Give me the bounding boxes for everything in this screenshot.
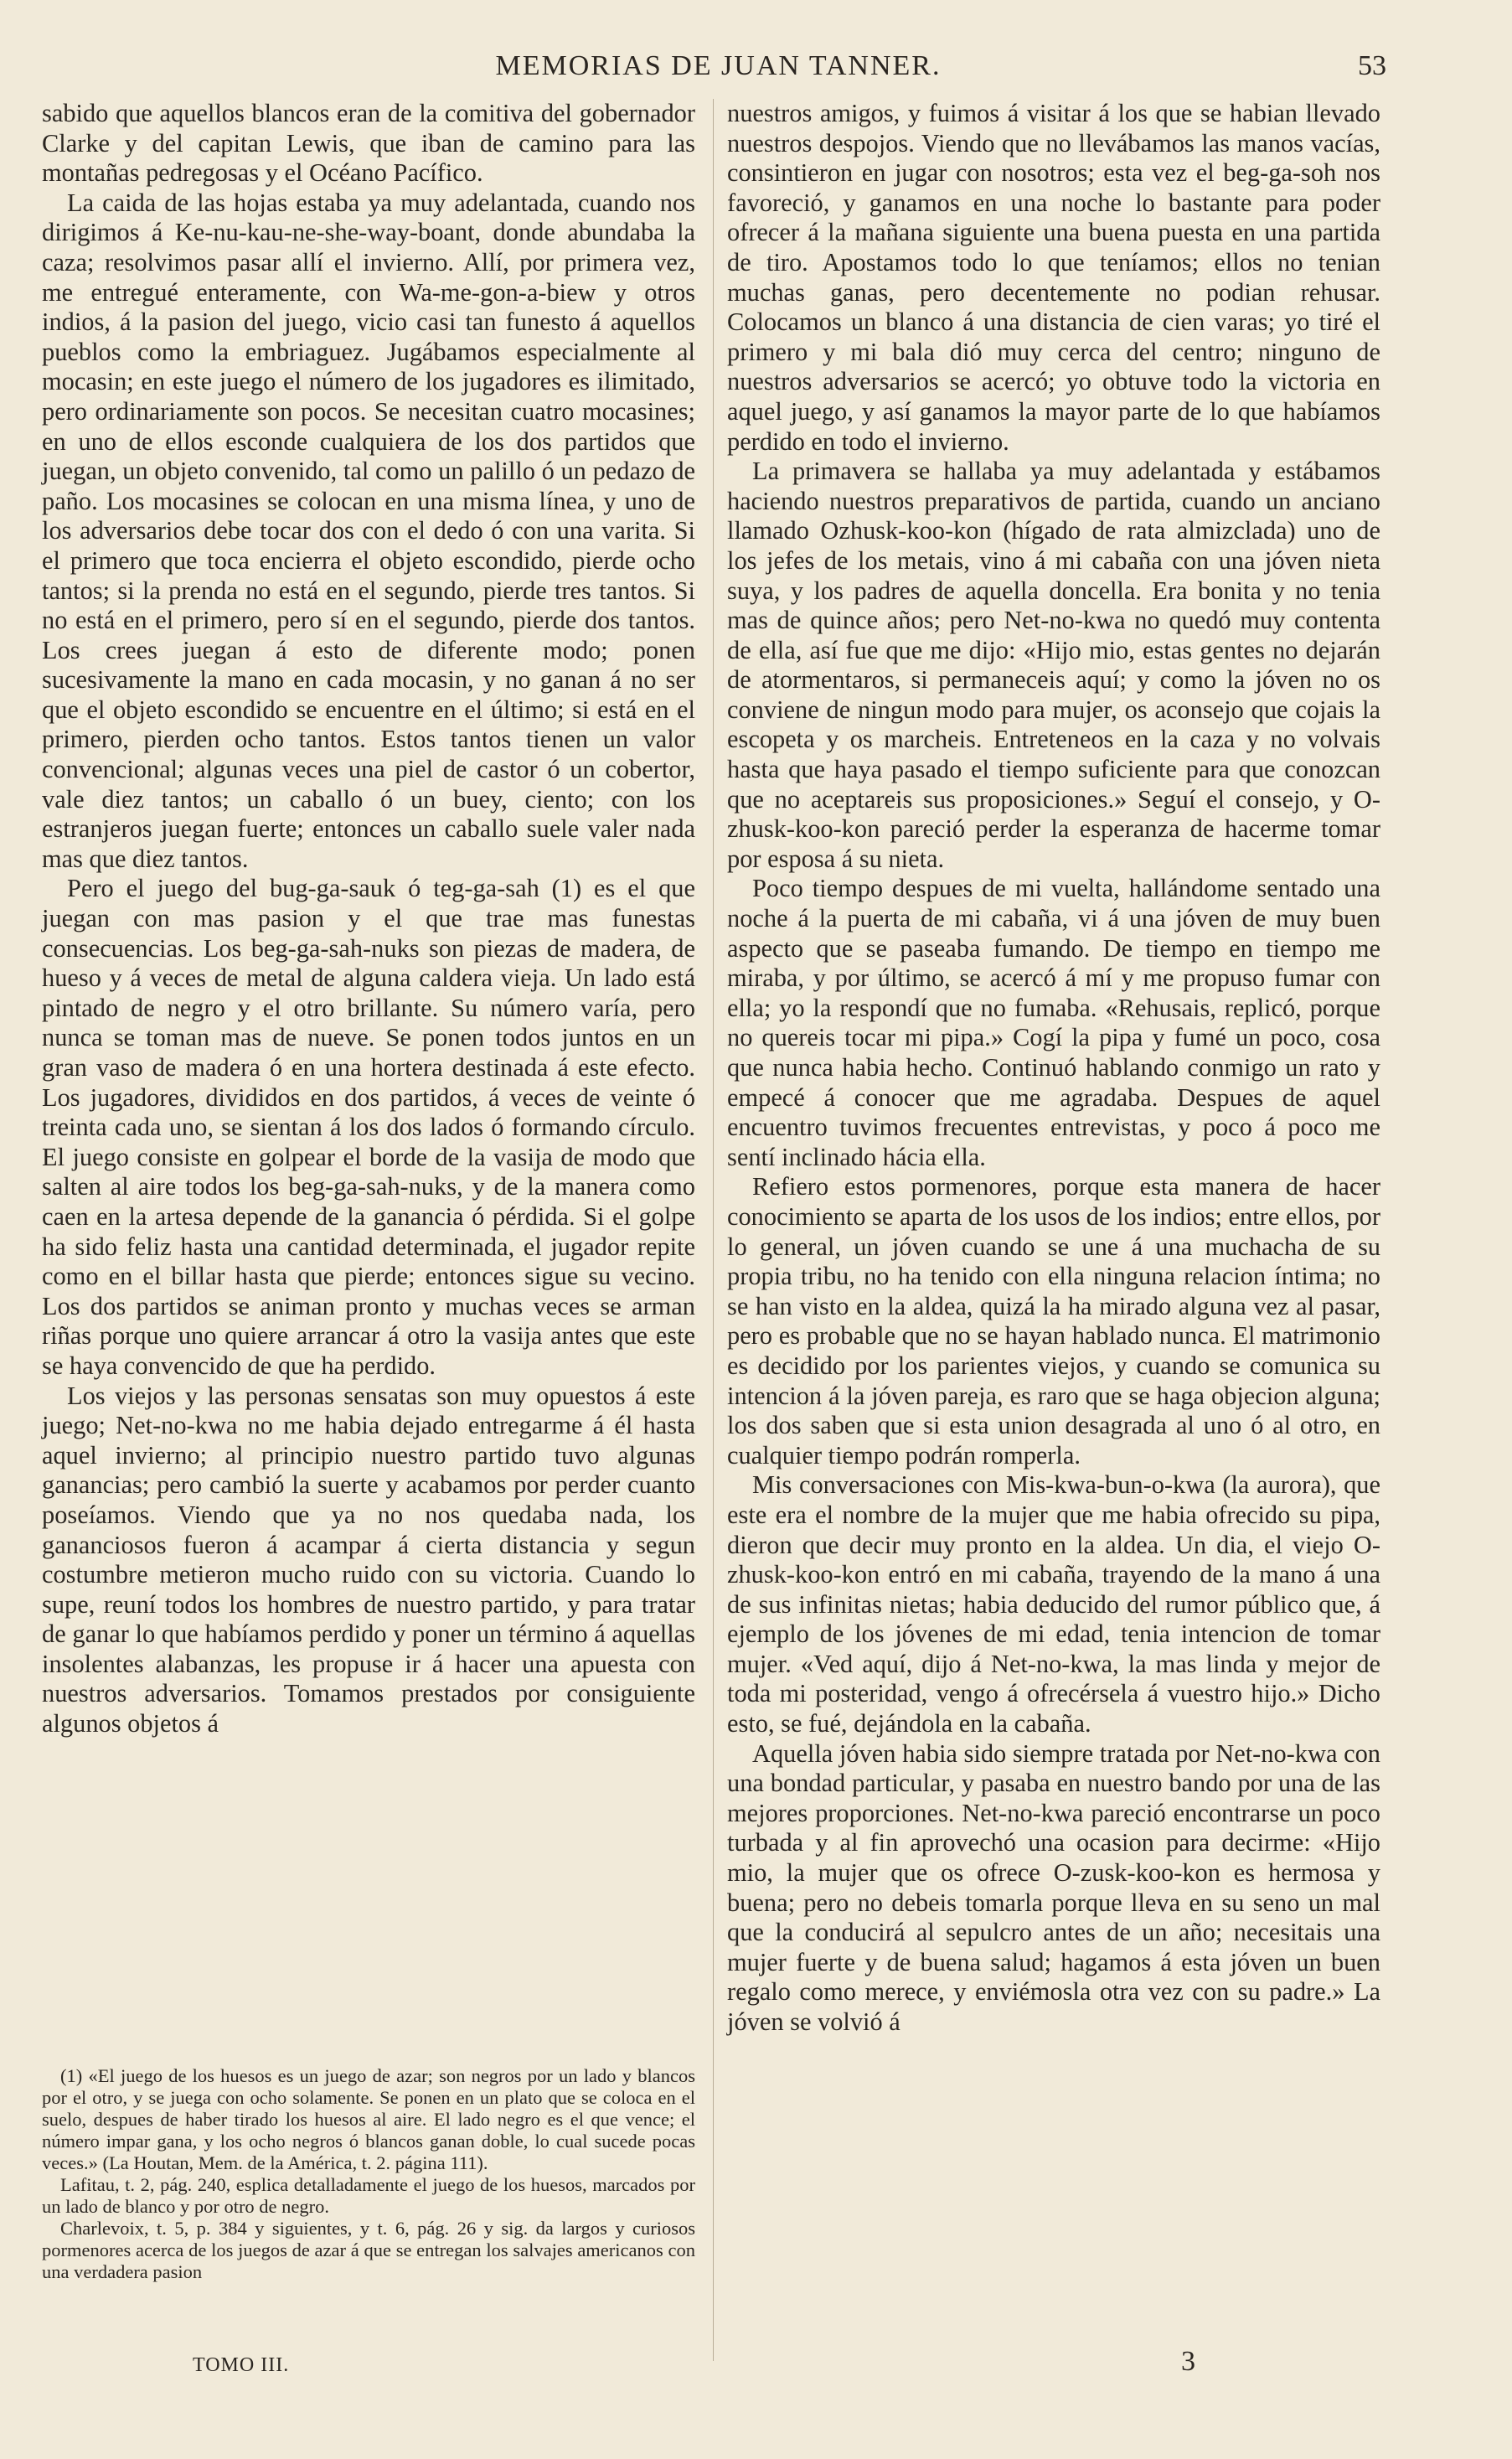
page-number: 53 <box>1358 50 1386 81</box>
footnote: (1) «El juego de los huesos es un juego de azar; son negros por un lado y blancos por el otro, y se juega con ocho solamente. Se ponen en un plato que se coloca en el suelo, despues de haber tirado los huesos al aire. El lado negro es el que vence; el número impar gana, y los ocho negros ó blancos ganan doble, lo cual sucede pocas veces.» (La Houtan, Mem. de la América, t. 2. página 111). <box>42 2065 695 2173</box>
paragraph: sabido que aquellos blancos eran de la comitiva del gobernador Clarke y del capitan Lewis, que iban de camino para las montañas pedregosas y el Océano Pacífico. <box>42 99 695 188</box>
paragraph: La caida de las hojas estaba ya muy adelantada, cuando nos dirigimos á Ke-nu-kau-ne-she-way-boant, donde abundaba la caza; resolvimos pasar allí el invierno. Allí, por primera vez, me entregué enteramente, con Wa-me-gon-a-biew y otros indios, á la pasion del juego, vicio casi tan funesto á aquellos pueblos como la embriaguez. Jugábamos especialmente al mocasin; en este juego el número de los jugadores es ilimitado, pero ordinariamente son pocos. Se necesitan cuatro mocasines; en uno de ellos esconde cualquiera de los dos partidos que juegan, un objeto convenido, tal como un palillo ó un pedazo de paño. Los mocasines se colocan en una misma línea, y uno de los adversarios debe tocar dos con el dedo ó con una varita. Si el primero que toca encierra el objeto escondido, pierde ocho tantos; si la prenda no está en el segundo, pierde tres tantos. Si no está en el primero, pero sí en el segundo, pierde dos tantos. Los crees juegan á esto de diferente modo; ponen sucesivamente la mano en cada mocasin, y no ganan á no ser que el objeto escondido se encuentre en el último; si está en el primero, pierden ocho tantos. Estos tantos tienen un valor convencional; algunas veces una piel de castor ó un cobertor, vale diez tantos; un caballo ó un buey, ciento; con los estranjeros juegan fuerte; entonces un caballo suele valer nada mas que diez tantos. <box>42 188 695 873</box>
paragraph: nuestros amigos, y fuimos á visitar á los que se habian llevado nuestros despojos. Viendo que no llevábamos las manos vacías, consintieron en jugar con nosotros; esta vez el beg-ga-soh nos favoreció, y ganamos en una noche lo bastante para poder ofrecer á la mañana siguiente una buena puesta en una partida de tiro. Apostamos todo lo que teníamos; ellos no tenian muchas ganas, pero decentemente no podian rehusar. Colocamos un blanco á una distancia de cien varas; yo tiré el primero y mi bala dió muy cerca del centro; ninguno de nuestros adversarios se acercó; yo obtuve todo la victoria en aquel juego, y así ganamos la mayor parte de lo que habíamos perdido en todo el invierno. <box>727 99 1380 456</box>
paragraph: Mis conversaciones con Mis-kwa-bun-o-kwa (la aurora), que este era el nombre de la mujer que me habia ofrecido su pipa, dieron que decir muy pronto en la aldea. Un dia, el viejo O-zhusk-koo-kon entró en mi cabaña, trayendo de la mano á una de sus infinitas nietas; habia deducido del rumor público que, á ejemplo de los jóvenes de mi edad, tenia intencion de tomar mujer. «Ved aquí, dijo á Net-no-kwa, la mas linda y mejor de toda mi posteridad, vengo á ofrecérsela á vuestro hijo.» Dicho esto, se fué, dejándola en la cabaña. <box>727 1470 1380 1738</box>
right-column <box>727 99 1380 2038</box>
footnote: Lafitau, t. 2, pág. 240, esplica detalladamente el juego de los huesos, marcados por un lado de blanco y por otro de negro. <box>42 2174 695 2217</box>
paragraph: Los viejos y las personas sensatas son muy opuestos á este juego; Net-no-kwa no me habia dejado entregarme á él hasta aquel invierno; al principio nuestro partido tuvo algunas ganancias; pero cambió la suerte y acabamos por perder cuanto poseíamos. Viendo que ya no nos quedaba nada, los gananciosos fueron á acampar á cierta distancia y segun costumbre metieron mucho ruido con su victoria. Cuando lo supe, reuní todos los hombres de nuestro partido, y para tratar de ganar lo que habíamos perdido y poner un término á aquellas insolentes alabanzas, les propuse ir á hacer una apuesta con nuestros adversarios. Tomamos prestados por consiguiente algunos objetos á <box>42 1381 695 1738</box>
paragraph: Poco tiempo despues de mi vuelta, hallándome sentado una noche á la puerta de mi cabaña, vi á una jóven de muy buen aspecto que se paseaba fumando. De tiempo en tiempo me miraba, y por último, se acercó á mí y me propuso fumar con ella; yo la respondí que no fumaba. «Rehusais, replicó, porque no quereis tocar mi pipa.» Cogí la pipa y fumé un poco, cosa que nunca habia hecho. Continuó hablando conmigo un rato y empecé á conocer que me agradaba. Despues de aquel encuentro tuvimos frecuentes entrevistas, y poco á poco me sentí inclinado hácia ella. <box>727 874 1380 1171</box>
footnote: Charlevoix, t. 5, p. 384 y siguientes, y t. 6, pág. 26 y sig. da largos y curiosos pormenores acerca de los juegos de azar á que se entregan los salvajes americanos con una verdadera pasion <box>42 2218 695 2282</box>
footnotes <box>42 2065 695 2283</box>
volume-label: TOMO III. <box>193 2354 290 2376</box>
left-column <box>42 99 695 1739</box>
paragraph: La primavera se hallaba ya muy adelantada y estábamos haciendo nuestros preparativos de partida, cuando un anciano llamado Ozhusk-koo-kon (hígado de rata almizclada) uno de los jefes de los metais, vino á mi cabaña con una jóven nieta suya, y los padres de aquella doncella. Era bonita y no tenia mas de quince años; pero Net-no-kwa no quedó muy contenta de ella, así fue que me dijo: «Hijo mio, estas gentes no dejarán de atormentaros, si permaneceis aquí; y como la jóven no os conviene de ningun modo para mujer, os aconsejo que cojais la escopeta y os marcheis. Entreteneos en la caza y no volvais hasta que haya pasado el tiempo suficiente para que conozcan que no aceptareis sus proposiciones.» Seguí el consejo, y O-zhusk-koo-kon pareció perder la esperanza de hacerme tomar por esposa á su nieta. <box>727 457 1380 873</box>
signature-mark: 3 <box>1181 2346 1195 2377</box>
page-header <box>50 50 1386 92</box>
running-title: MEMORIAS DE JUAN TANNER. <box>495 50 942 81</box>
paragraph: Refiero estos pormenores, porque esta manera de hacer conocimiento se aparta de los usos de los indios; entre ellos, por lo general, un jóven cuando se une á una muchacha de su propia tribu, no ha tenido con ella ninguna relacion íntima; no se han visto en la aldea, quizá la ha mirado alguna vez al pasar, pero es probable que no se hayan hablado nunca. El matrimonio es decidido por los parientes viejos, y cuando se comunica su intencion á la jóven pareja, es raro que se haga objecion alguna; los dos saben que si esta union desagrada al uno ó al otro, en cualquier tiempo podrán romperla. <box>727 1172 1380 1470</box>
column-divider <box>713 99 714 2361</box>
paragraph: Aquella jóven habia sido siempre tratada por Net-no-kwa con una bondad particular, y pasaba en nuestro bando por una de las mejores proporciones. Net-no-kwa pareció encontrarse un poco turbada y al fin aprovechó una ocasion para decirme: «Hijo mio, la mujer que os ofrece O-zusk-koo-kon es hermosa y buena; pero no debeis tomarla porque lleva en su seno un mal que la conducirá al sepulcro antes de un año; necesitais una mujer fuerte y de buena salud; hagamos á esta jóven un buen regalo como merece, y enviémosla otra vez con su padre.» La jóven se volvió á <box>727 1738 1380 2036</box>
paragraph: Pero el juego del bug-ga-sauk ó teg-ga-sah (1) es el que juegan con mas pasion y el que trae mas funestas consecuencias. Los beg-ga-sah-nuks son piezas de madera, de hueso y á veces de metal de alguna caldera vieja. Un lado está pintado de negro y el otro brillante. Su número varía, pero nunca se toman mas de nueve. Se ponen todos juntos en un gran vaso de madera ó en una hortera destinada á este efecto. Los jugadores, divididos en dos partidos, á veces de veinte ó treinta cada uno, se sientan á los dos lados ó formando círculo. El juego consiste en golpear el borde de la vasija de modo que salten al aire todos los beg-ga-sah-nuks, y de la manera como caen en la artesa depende de la ganancia ó pérdida. Si el golpe ha sido feliz hasta una cantidad determinada, el jugador repite como en el billar hasta que pierde; entonces sigue su vecino. Los dos partidos se animan pronto y muchas veces se arman riñas porque uno quiere arrancar á otro la vasija antes que este se haya convencido de que ha perdido. <box>42 874 695 1380</box>
